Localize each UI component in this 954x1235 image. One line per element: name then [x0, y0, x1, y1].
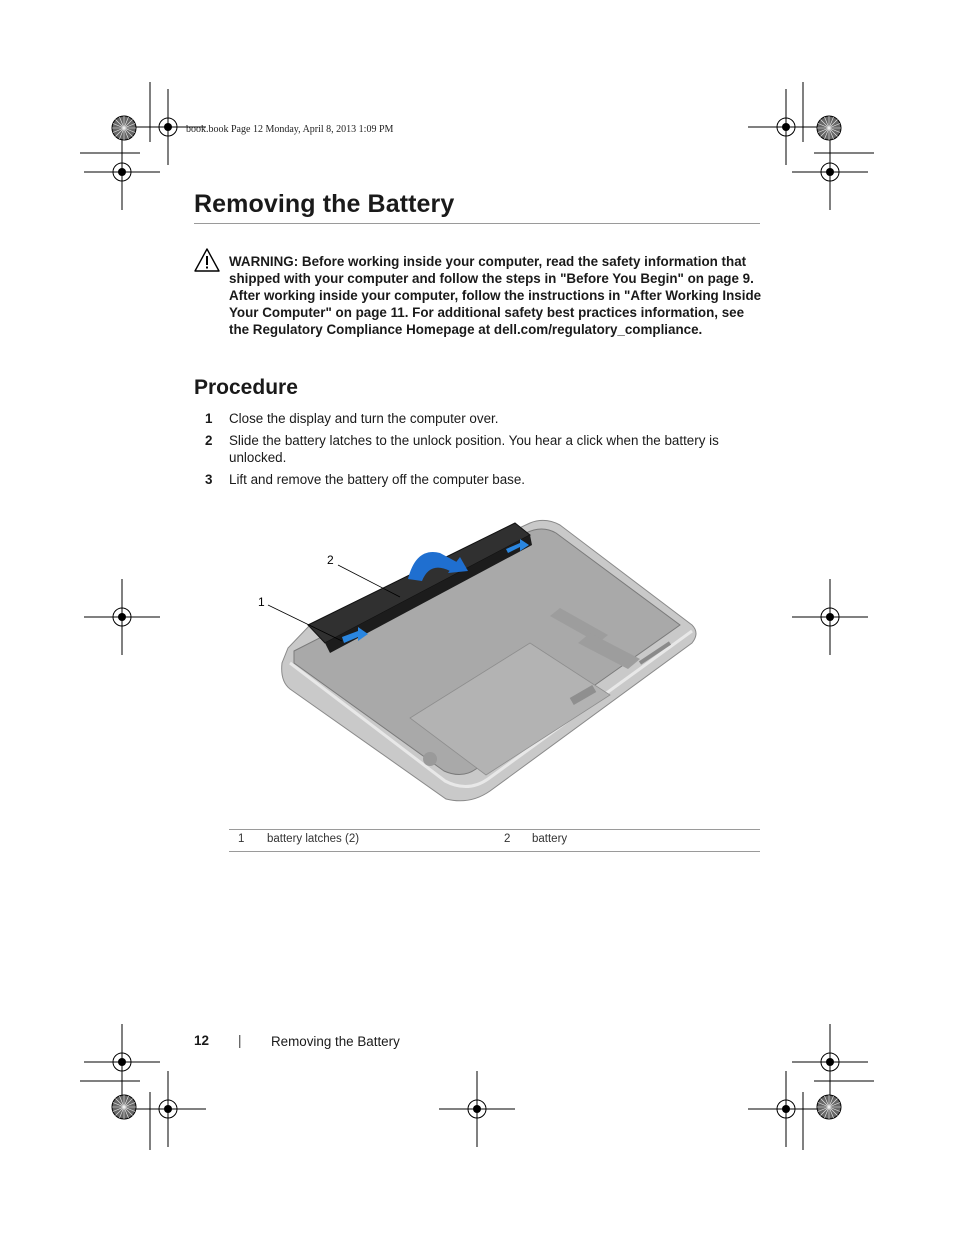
legend-label-2: battery: [532, 833, 568, 845]
warning-triangle-icon: [194, 248, 220, 272]
callout-1: 1: [258, 595, 265, 609]
print-stamp: book.book Page 12 Monday, April 8, 2013 1:09 PM: [186, 124, 394, 135]
page-title: Removing the Battery: [194, 190, 455, 218]
title-divider: [194, 223, 760, 224]
step-number: 2: [205, 433, 213, 448]
footer-title: Removing the Battery: [271, 1034, 400, 1049]
page-number: 12: [194, 1033, 210, 1048]
footer-separator: |: [238, 1033, 242, 1048]
legend-label-1: battery latches (2): [267, 833, 360, 845]
step-text: Slide the battery latches to the unlock position. You hear a click when the battery is unlocked.: [229, 433, 719, 465]
figure-legend: [229, 829, 760, 852]
legend-num-2: 2: [504, 833, 511, 845]
step-text: Lift and remove the battery off the computer base.: [229, 472, 526, 487]
procedure-heading: Procedure: [194, 376, 298, 399]
callout-2: 2: [327, 553, 334, 567]
step-number: 3: [205, 472, 213, 487]
warning-text: WARNING: Before working inside your computer, read the safety information that shipped with your computer and follow the steps in "Before You Begin" on page 9. After working inside your computer, follow the instructions in "After Working Inside Your Computer" on page 11. For additional safety best practices information, see the Regulatory Compliance Homepage at dell.com/regulatory_compliance.: [229, 254, 762, 337]
legend-num-1: 1: [238, 833, 245, 845]
step-text: Close the display and turn the computer over.: [229, 411, 499, 426]
step-2: [205, 432, 765, 466]
step-1: [205, 410, 765, 427]
step-number: 1: [205, 411, 213, 426]
step-3: [205, 471, 765, 488]
battery-removal-figure: [230, 513, 750, 813]
